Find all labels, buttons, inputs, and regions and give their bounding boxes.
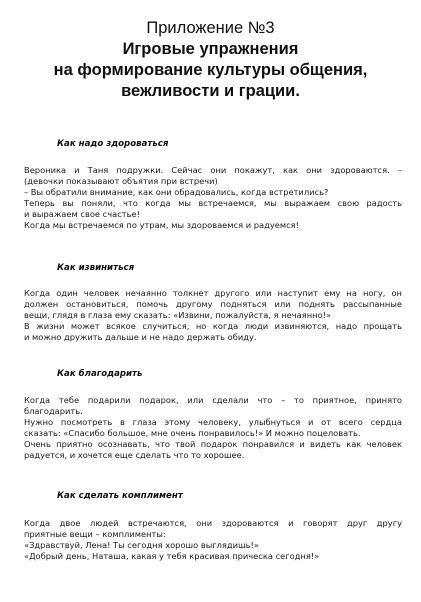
section-text-greeting [24,165,402,232]
appendix-label: Приложение №3 [146,19,275,37]
text-line: должен остановиться, помочь другому подняться или поднять рассыпанные [24,299,402,310]
text-line: «Добрый день, Наташа, какая у тебя красивая прическа сегодня!» [24,551,320,562]
text-line: (девочки показывают объятия при встречи) [24,176,218,187]
section-text-thanks [24,395,402,462]
section-heading-greeting: Как надо здороваться [57,139,169,149]
text-line: вещи, глядя в глаза ему сказать: «Извини, пожалуйста, я нечаянно!» [24,310,332,321]
text-line: Когда мы встречаемся по утрам, мы здороваемся и радуемся! [24,220,300,231]
text-line: «Здравствуй, Лена! Ты сегодня хорошо выглядишь!» [24,540,259,551]
text-line: и можно дружить дальше и не надо держать обиду. [24,332,257,343]
section-text-apology [24,288,402,343]
text-line: сказать: «Спасибо большое, мне очень понравилось!» И можно поцеловать. [24,428,361,439]
document-title [0,39,421,102]
text-line: Нужно посмотреть в глаза этому человеку, улыбнуться и от всего сердца [24,417,402,428]
section-text-compliment [24,518,402,562]
text-line: Очень приятно осознавать, что твой подарок понравился и видеть как человек [24,439,402,450]
text-line: приятные вещи – комплименты: [24,529,166,540]
text-line: Когда один человек нечаянно толкнет другого или наступит ему на ногу, он [24,288,402,298]
text-line: Вероника и Таня подружки. Сейчас они покажут, как они здороваются. – [24,165,402,175]
title-line: вежливости и грации. [121,82,300,100]
text-line: и выражаем свое счастье! [24,209,140,220]
text-line: Теперь вы поняли, что когда мы встречаемся, мы выражаем свою радость [24,198,402,209]
section-heading-thanks: Как благодарить [57,369,143,379]
text-line: радуется, и хочется еще сделать что то хорошее. [24,450,245,461]
text-line: Когда двое людей встречаются, они здороваются и говорят друг другу [24,518,402,528]
title-line: Игровые упражнения [122,40,299,58]
text-line: – Вы обратили внимание, как они обрадовались, когда встретились? [24,187,329,198]
section-heading-apology: Как извиниться [57,263,135,273]
title-line: на формирование культуры общения, [53,61,368,79]
text-line: благодарить. [24,406,83,417]
section-heading-compliment: Как сделать комплимент [57,491,183,501]
text-line: Когда тебе подарили подарок, или сделали что – то приятное, принято [24,395,402,405]
text-line: В жизни может всякое случиться, но когда люди извиняются, надо прощать [24,321,402,332]
